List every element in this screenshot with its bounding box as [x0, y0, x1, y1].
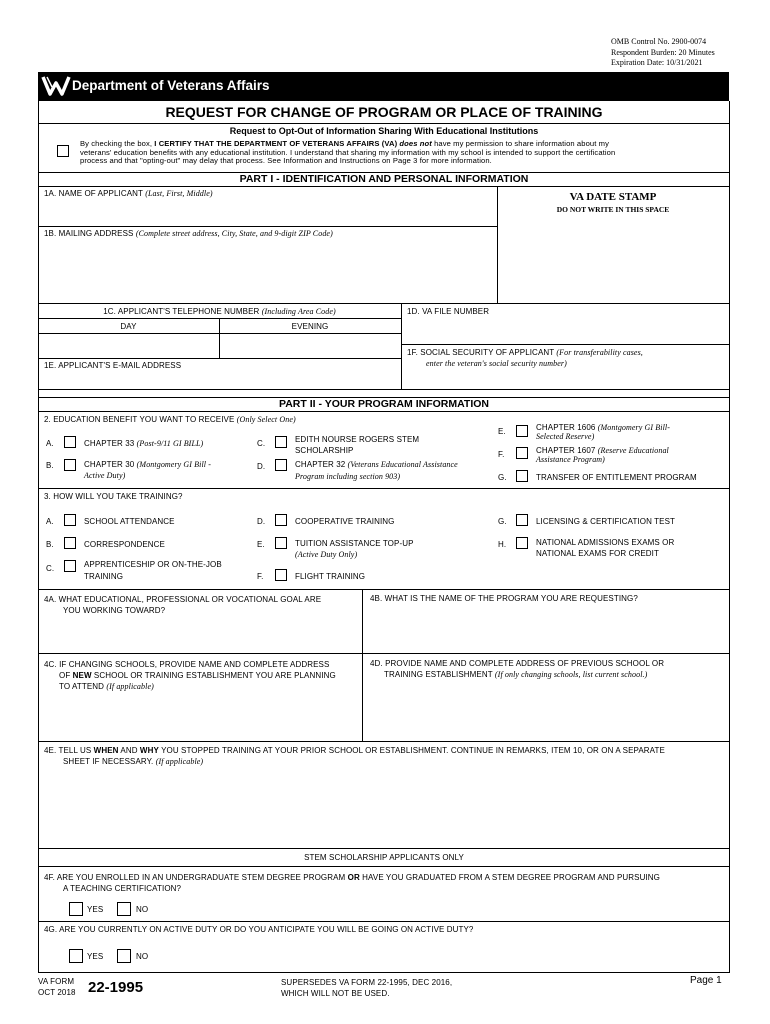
q2-e-letter: E.: [498, 427, 506, 436]
q2-label: 2. EDUCATION BENEFIT YOU WANT TO RECEIVE (Only Select One): [44, 415, 296, 424]
q4f-yes-label: YES: [87, 905, 104, 914]
evening-phone-field[interactable]: [221, 335, 399, 356]
q3-e-label: TUITION ASSISTANCE TOP-UP (Active Duty Only): [295, 539, 414, 559]
optout-text: [80, 140, 615, 166]
q2-e-label: CHAPTER 1606 (Montgomery GI Bill- Selected Reserve): [536, 423, 670, 441]
q3-a-checkbox[interactable]: [64, 514, 76, 526]
q3-d-letter: D.: [257, 517, 266, 526]
footer-date: OCT 2018: [38, 988, 76, 997]
q4e-field[interactable]: [40, 770, 727, 846]
email-field[interactable]: [40, 372, 399, 387]
optout-line-3: process and that "opting-out" may delay that process. See Information and Instructions on Page 3 for more information.: [80, 156, 492, 165]
q4g-no-checkbox[interactable]: [117, 949, 131, 963]
q2-f-letter: F.: [498, 450, 505, 459]
q3-g-letter: G.: [498, 517, 507, 526]
footer-va-form: VA FORM: [38, 977, 75, 986]
email-label: 1E. APPLICANT'S E-MAIL ADDRESS: [44, 361, 182, 370]
omb-control: OMB Control No. 2900-0074: [611, 37, 707, 46]
q2-f-label: CHAPTER 1607 (Reserve Educational Assistance Program): [536, 446, 669, 464]
part1-title: PART I - IDENTIFICATION AND PERSONAL INFORMATION: [239, 173, 529, 185]
address-label: 1B. MAILING ADDRESS (Complete street address, City, State, and 9-digit ZIP Code): [44, 229, 333, 238]
q4b-field[interactable]: [365, 606, 727, 651]
stem-heading: STEM SCHOLARSHIP APPLICANTS ONLY: [304, 853, 464, 862]
q2-a-checkbox[interactable]: [64, 436, 76, 448]
q2-g-label: TRANSFER OF ENTITLEMENT PROGRAM: [536, 473, 697, 482]
q3-a-label: SCHOOL ATTENDANCE: [84, 517, 175, 526]
q3-c-letter: C.: [46, 564, 55, 573]
evening-label: EVENING: [291, 322, 329, 331]
omb-burden: Respondent Burden: 20 Minutes: [611, 47, 715, 57]
optout-checkbox[interactable]: [57, 145, 69, 157]
file-number-field[interactable]: [403, 318, 727, 342]
q4f-no-label: NO: [136, 905, 149, 914]
q2-a-label: CHAPTER 33 (Post-9/11 GI BILL): [84, 439, 204, 448]
q4e-label: 4E. TELL US WHEN AND WHY YOU STOPPED TRAINING AT YOUR PRIOR SCHOOL OR ESTABLISHMENT. CONTINUE IN REMARKS, ITEM 10, OR ON A SEPARATE SHEET IF NECESSARY. (If applicable): [44, 746, 665, 766]
omb-expiration: Expiration Date: 10/31/2021: [611, 58, 703, 67]
q4c-label: 4C. IF CHANGING SCHOOLS, PROVIDE NAME AND COMPLETE ADDRESS OF NEW SCHOOL OR TRAINING ESTABLISHMENT YOU ARE PLANNING TO ATTEND (If applicable): [44, 660, 336, 691]
q4b-label: 4B. WHAT IS THE NAME OF THE PROGRAM YOU ARE REQUESTING?: [370, 594, 638, 603]
q3-a-letter: A.: [46, 517, 54, 526]
q4g-label: 4G. ARE YOU CURRENTLY ON ACTIVE DUTY OR DO YOU ANTICIPATE YOU WILL BE GOING ON ACTIVE DUTY?: [44, 925, 474, 934]
q2-g-letter: G.: [498, 473, 507, 482]
q3-b-checkbox[interactable]: [64, 537, 76, 549]
q2-a-letter: A.: [46, 439, 54, 448]
q2-c-checkbox[interactable]: [275, 436, 287, 448]
ssn-label: 1F. SOCIAL SECURITY OF APPLICANT (For transferability cases, enter the veteran's social security number): [407, 348, 643, 368]
q2-d-checkbox[interactable]: [275, 459, 287, 471]
address-field[interactable]: [40, 240, 495, 300]
q2-g-checkbox[interactable]: [516, 470, 528, 482]
q4g-yes-checkbox[interactable]: [69, 949, 83, 963]
q3-f-label: FLIGHT TRAINING: [295, 572, 366, 581]
q4c-field[interactable]: [40, 695, 360, 739]
q3-f-letter: F.: [257, 572, 264, 581]
q4f-yes-checkbox[interactable]: [69, 902, 83, 916]
q2-c-label: EDITH NOURSE ROGERS STEM SCHOLARSHIP: [295, 435, 420, 455]
q3-label: 3. HOW WILL YOU TAKE TRAINING?: [44, 492, 183, 501]
q4f-label: 4F. ARE YOU ENROLLED IN AN UNDERGRADUATE STEM DEGREE PROGRAM OR HAVE YOU GRADUATED FROM A STEM DEGREE PROGRAM AND PURSUING A TEACHING CERTIFICATION?: [44, 873, 661, 893]
q3-h-letter: H.: [498, 540, 507, 549]
footer-supersedes: SUPERSEDES VA FORM 22-1995, DEC 2016, WHICH WILL NOT BE USED.: [281, 978, 453, 998]
q2-e-checkbox[interactable]: [516, 425, 528, 437]
q2-f-checkbox[interactable]: [516, 447, 528, 459]
q3-e-letter: E.: [257, 540, 265, 549]
date-stamp-sub: DO NOT WRITE IN THIS SPACE: [556, 205, 670, 214]
q3-h-label: NATIONAL ADMISSIONS EXAMS OR NATIONAL EXAMS FOR CREDIT: [536, 538, 675, 558]
q3-c-label: APPRENTICESHIP OR ON-THE-JOB TRAINING: [84, 560, 222, 581]
file-number-label: 1D. VA FILE NUMBER: [407, 307, 490, 316]
footer-form-number: 22-1995: [88, 979, 144, 996]
q4d-field[interactable]: [365, 684, 727, 739]
q3-h-checkbox[interactable]: [516, 537, 528, 549]
q3-c-checkbox[interactable]: [64, 560, 76, 572]
omb-block: [611, 37, 715, 69]
day-phone-field[interactable]: [40, 335, 217, 356]
q3-e-checkbox[interactable]: [275, 537, 287, 549]
optout-line-2: veterans' education benefits with any educational institution. I understand that sharing my information with my school is intended to support the certification: [80, 147, 616, 157]
q2-d-letter: D.: [257, 462, 266, 471]
optout-heading: Request to Opt-Out of Information Sharing With Educational Institutions: [229, 126, 539, 136]
va-header-bar: [38, 72, 729, 101]
q4d-label: 4D. PROVIDE NAME AND COMPLETE ADDRESS OF PREVIOUS SCHOOL OR TRAINING ESTABLISHMENT (If only changing schools, list current school.): [370, 659, 665, 679]
form-title: REQUEST FOR CHANGE OF PROGRAM OR PLACE OF TRAINING: [165, 104, 603, 120]
day-label: DAY: [120, 322, 137, 331]
q4a-field[interactable]: [40, 617, 360, 651]
q3-g-label: LICENSING & CERTIFICATION TEST: [536, 517, 676, 526]
q2-b-checkbox[interactable]: [64, 459, 76, 471]
part2-title: PART II - YOUR PROGRAM INFORMATION: [279, 398, 489, 410]
date-stamp-title: VA DATE STAMP: [569, 191, 657, 203]
q4f-no-checkbox[interactable]: [117, 902, 131, 916]
q3-b-label: CORRESPONDENCE: [84, 540, 165, 549]
q4a-label: 4A. WHAT EDUCATIONAL, PROFESSIONAL OR VOCATIONAL GOAL ARE YOU WORKING TOWARD?: [44, 595, 322, 615]
q4g-yes-label: YES: [87, 952, 104, 961]
agency-name: Department of Veterans Affairs: [72, 78, 270, 93]
name-label: 1A. NAME OF APPLICANT (Last, First, Middle): [44, 189, 213, 198]
q3-d-checkbox[interactable]: [275, 514, 287, 526]
q3-d-label: COOPERATIVE TRAINING: [295, 517, 395, 526]
name-field[interactable]: [40, 200, 495, 224]
phone-label: 1C. APPLICANT'S TELEPHONE NUMBER (Including Area Code): [103, 307, 336, 316]
q3-b-letter: B.: [46, 540, 54, 549]
q4g-no-label: NO: [136, 952, 149, 961]
optout-line-1: By checking the box, I CERTIFY THAT THE DEPARTMENT OF VETERANS AFFAIRS (VA) does not have my permission to share information about my: [80, 139, 609, 148]
q2-c-letter: C.: [257, 439, 266, 448]
q2-b-letter: B.: [46, 461, 54, 470]
va-seal-icon: [41, 74, 71, 99]
q2-b-label: CHAPTER 30 (Montgomery GI Bill - Active Duty): [84, 460, 211, 480]
footer-page: Page 1: [690, 975, 722, 986]
q3-g-checkbox[interactable]: [516, 514, 528, 526]
q3-f-checkbox[interactable]: [275, 569, 287, 581]
q2-d-label: CHAPTER 32 (Veterans Educational Assistance Program including section 903): [295, 460, 458, 481]
